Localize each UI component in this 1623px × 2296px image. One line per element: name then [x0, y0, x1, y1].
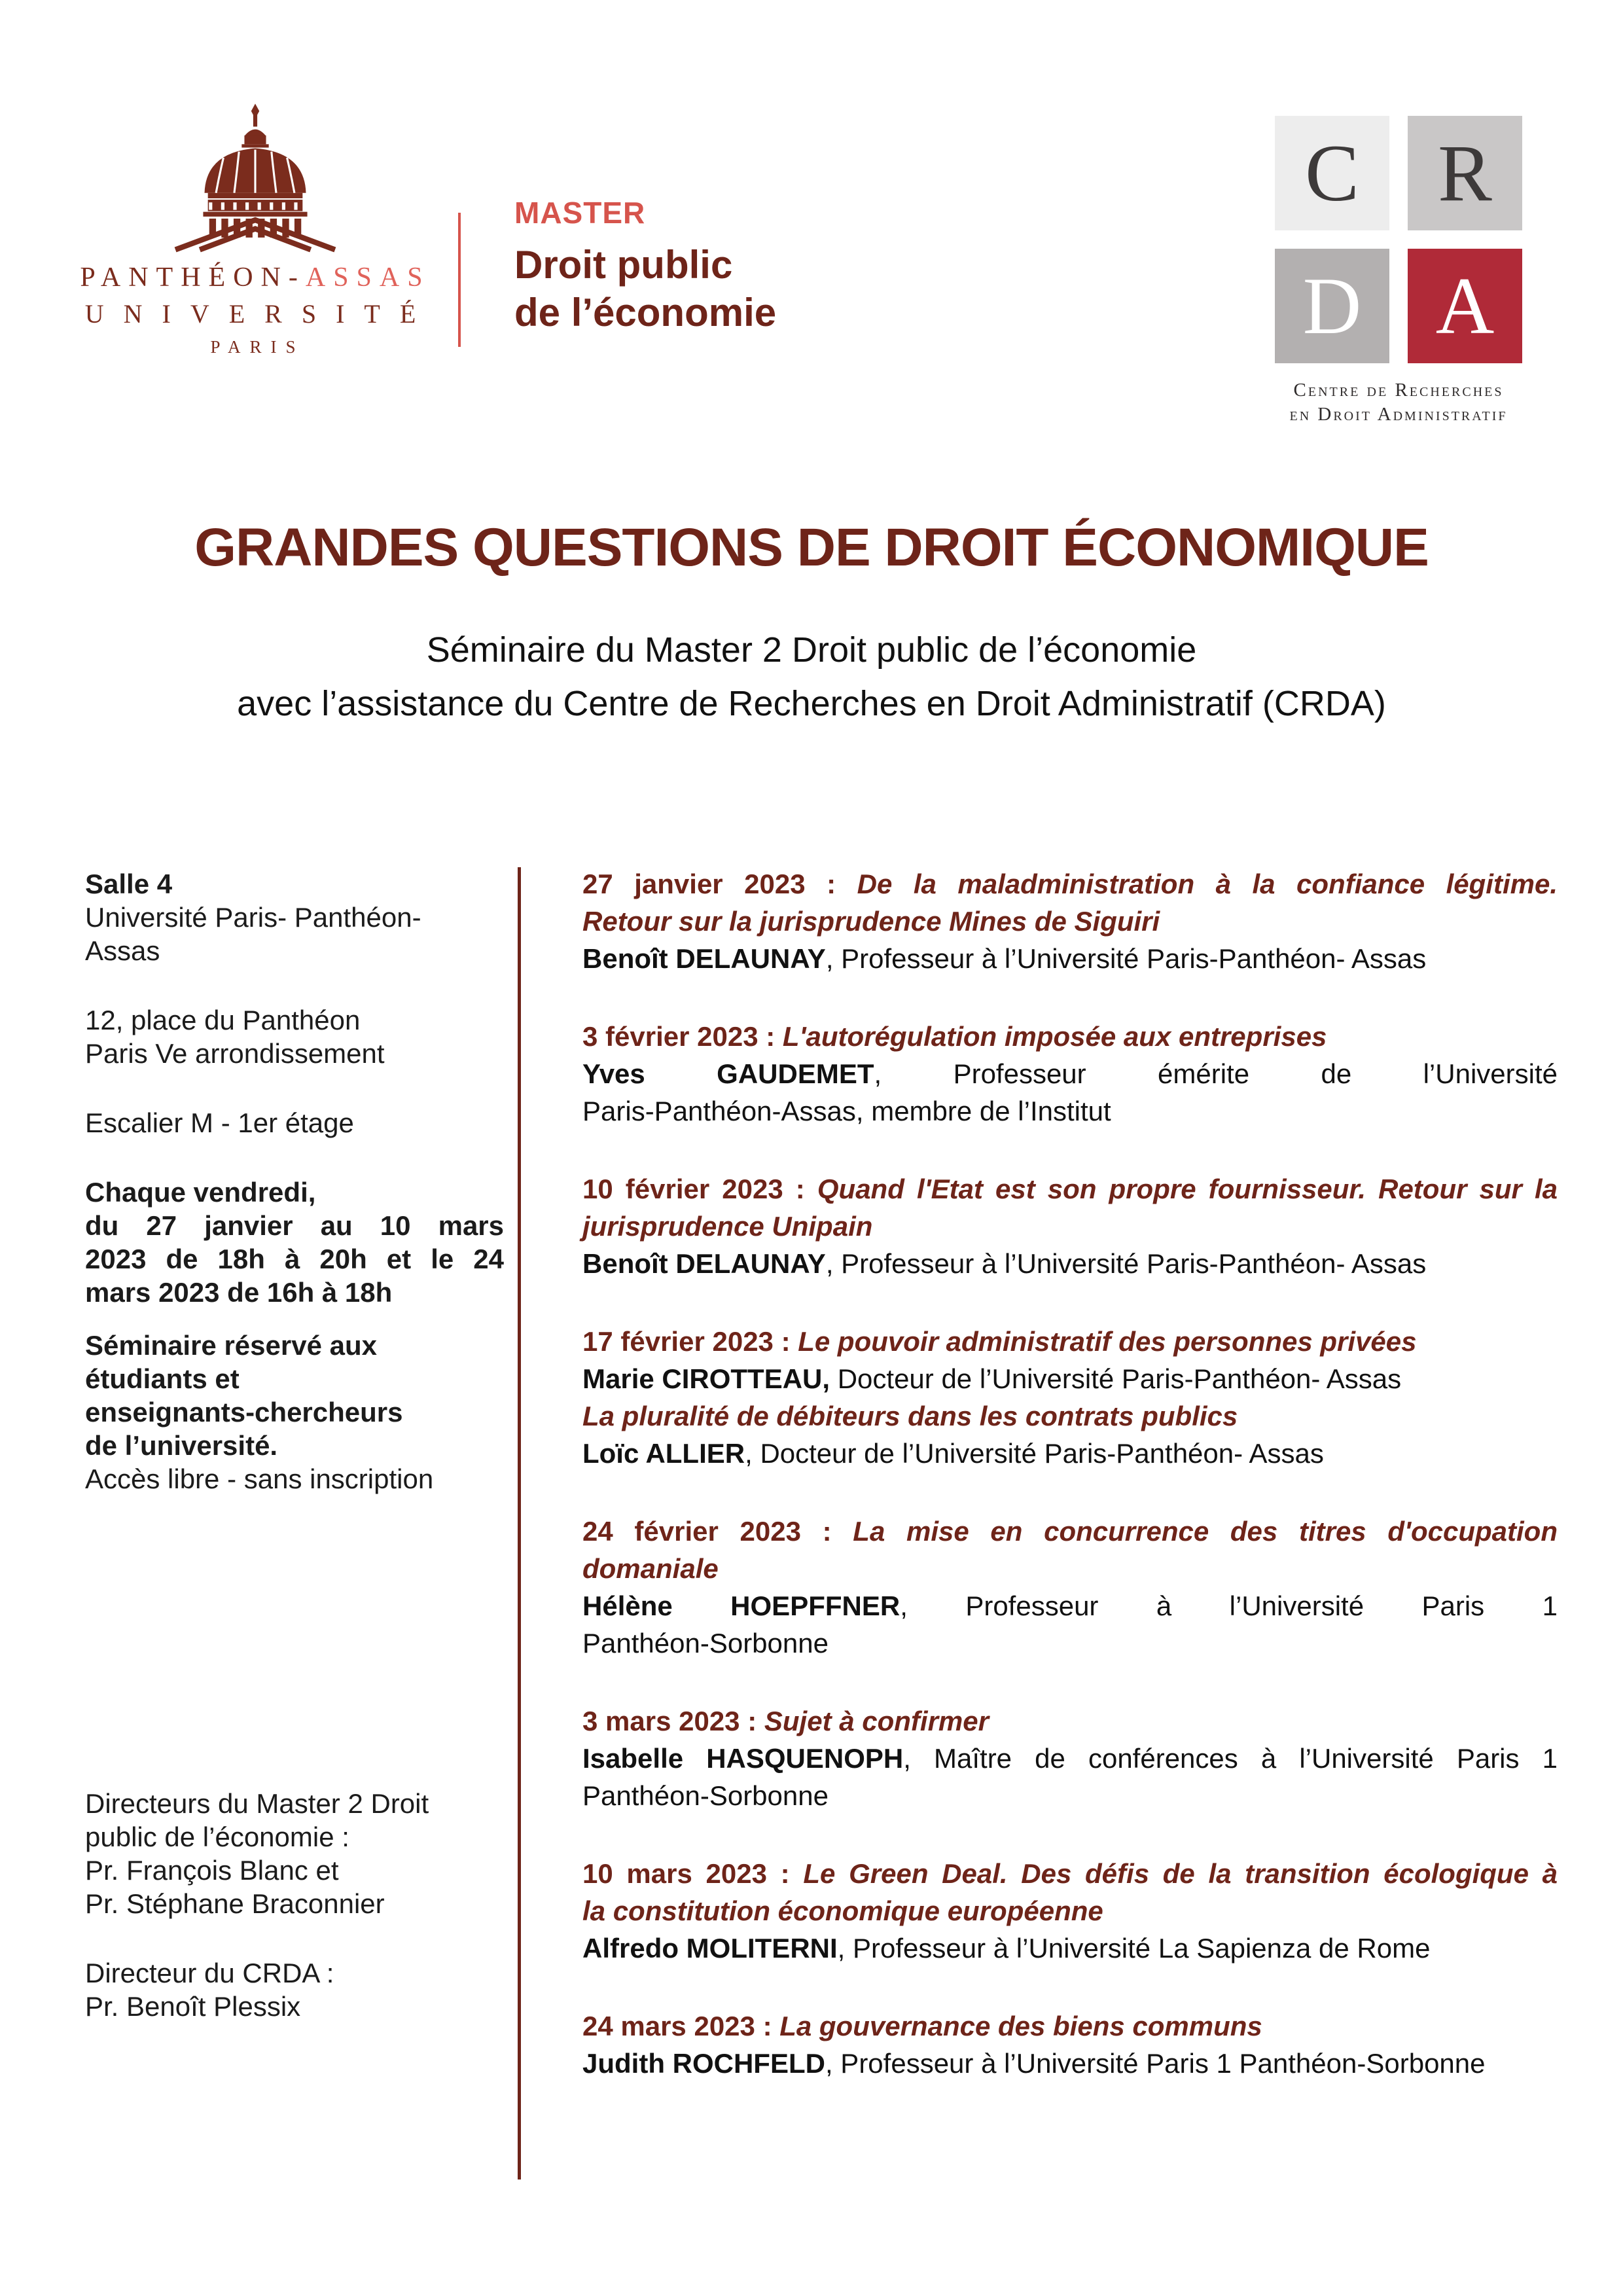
session-speaker-line: [582, 1360, 1558, 1397]
info-line: 2023 de 18h à 20h et le 24: [85, 1244, 504, 1274]
session-heading-line: [582, 1702, 1558, 1740]
page-subtitle: [0, 623, 1623, 730]
speaker-name: Loïc ALLIER: [582, 1438, 745, 1469]
info-line: enseignants-chercheurs: [85, 1397, 403, 1427]
session-title-text: Le pouvoir administratif des personnes privées: [798, 1326, 1417, 1357]
session-title-text: La gouvernance des biens communs: [779, 2011, 1262, 2041]
info-line: Pr. Benoît Plessix: [85, 1991, 301, 2022]
session-item: [582, 865, 1558, 977]
session-heading-line: [582, 1323, 1558, 1360]
session-item: [582, 1855, 1558, 1967]
session-title-text: domaniale: [582, 1553, 719, 1584]
session-speaker-line: [582, 1245, 1558, 1282]
crda-square-d: [1275, 249, 1389, 363]
session-date: 3 mars 2023 :: [582, 1706, 764, 1736]
session-heading-line: [582, 2007, 1558, 2045]
info-block-schedule: [85, 1175, 504, 1309]
speaker-name: Benoît DELAUNAY: [582, 1248, 826, 1279]
info-line: Pr. François Blanc et: [85, 1855, 339, 1886]
speaker-name: Isabelle HASQUENOPH: [582, 1743, 904, 1774]
info-block-audience: [85, 1329, 504, 1496]
info-line: Assas: [85, 935, 160, 966]
session-title-text: Sujet à confirmer: [764, 1706, 989, 1736]
info-line: Salle 4: [85, 869, 173, 899]
wordmark-pantheon: PANTHÉON-: [80, 262, 306, 293]
session-heading-line: [582, 1018, 1558, 1055]
session-heading-line: [582, 1513, 1558, 1550]
session-date: 10 février 2023 :: [582, 1174, 817, 1204]
pantheon-dome-icon: [174, 103, 336, 253]
session-heading-line: [582, 1397, 1558, 1435]
info-line: de l’université.: [85, 1430, 278, 1461]
crda-grid: [1275, 116, 1522, 363]
info-line: public de l’économie :: [85, 1821, 349, 1852]
info-block-room: [85, 867, 504, 967]
column-divider-rule: [518, 867, 521, 2179]
info-column: [85, 867, 504, 2059]
master-title-line1: Droit public: [514, 243, 733, 287]
session-speaker-line: [582, 1624, 1558, 1662]
session-title-text: Quand l'Etat est son propre fournisseur. Retour sur la: [817, 1174, 1558, 1204]
session-speaker-line: [582, 1740, 1558, 1777]
session-title-text: La pluralité de débiteurs dans les contrats publics: [582, 1401, 1238, 1431]
speaker-affiliation: , Maître de conférences à l’Université Paris 1: [903, 1743, 1558, 1774]
info-block-address: [85, 1003, 504, 1070]
speaker-affiliation: Paris-Panthéon-Assas, membre de l’Institut: [582, 1096, 1111, 1126]
crda-caption: [1235, 378, 1562, 427]
master-kicker: MASTER: [514, 196, 646, 230]
speaker-affiliation: , Professeur émérite de l’Université: [874, 1058, 1558, 1089]
speaker-affiliation: Docteur de l’Université Paris-Panthéon- Assas: [830, 1363, 1402, 1394]
crda-letter-r: R: [1438, 128, 1492, 218]
crda-square-a: [1408, 249, 1522, 363]
session-speaker-line: [582, 1587, 1558, 1624]
crda-letter-a: A: [1435, 260, 1495, 351]
speaker-name: Hélène HOEPFFNER: [582, 1590, 901, 1621]
info-line: Séminaire réservé aux: [85, 1330, 377, 1361]
session-item: [582, 1513, 1558, 1662]
info-line: Escalier M - 1er étage: [85, 1107, 354, 1138]
session-item: [582, 1323, 1558, 1472]
crda-caption-line1: Centre de Recherches: [1293, 380, 1504, 401]
session-heading-line: [582, 903, 1558, 940]
info-line: étudiants et: [85, 1363, 240, 1394]
master-title-line2: de l’économie: [514, 291, 777, 334]
session-heading-line: [582, 1170, 1558, 1208]
speaker-affiliation: , Professeur à l’Université Paris 1: [900, 1590, 1558, 1621]
speaker-affiliation: , Professeur à l’Université La Sapienza de Rome: [837, 1933, 1431, 1964]
session-item: [582, 1170, 1558, 1282]
session-title-text: Retour sur la jurisprudence Mines de Siguiri: [582, 906, 1160, 937]
info-block-stairs: [85, 1106, 504, 1139]
page-title: GRANDES QUESTIONS DE DROIT ÉCONOMIQUE: [194, 518, 1429, 577]
speaker-name: Benoît DELAUNAY: [582, 943, 826, 974]
speaker-name: Judith ROCHFELD: [582, 2048, 825, 2079]
info-line: Accès libre - sans inscription: [85, 1463, 434, 1494]
session-heading-line: [582, 865, 1558, 903]
info-line: Chaque vendredi,: [85, 1177, 316, 1208]
speaker-affiliation: , Docteur de l’Université Paris-Panthéon- Assas: [745, 1438, 1324, 1469]
speaker-affiliation: , Professeur à l’Université Paris-Panthéon- Assas: [825, 943, 1427, 974]
university-wordmark-line3: PARIS: [210, 337, 305, 357]
master-divider-rule: [458, 213, 461, 347]
speaker-affiliation: Panthéon-Sorbonne: [582, 1780, 829, 1811]
session-date: 24 février 2023 :: [582, 1516, 853, 1547]
info-line: Directeur du CRDA :: [85, 1958, 334, 1988]
session-date: 17 février 2023 :: [582, 1326, 798, 1357]
session-speaker-line: [582, 940, 1558, 977]
crda-square-c: [1275, 116, 1389, 230]
wordmark-assas: ASSAS: [305, 262, 431, 293]
session-date: 3 février 2023 :: [582, 1021, 783, 1052]
session-item: [582, 1702, 1558, 1814]
subtitle-line2: avec l’assistance du Centre de Recherches en Droit Administratif (CRDA): [237, 684, 1386, 723]
session-date: 10 mars 2023 :: [582, 1858, 804, 1889]
crda-square-r: [1408, 116, 1522, 230]
session-title-text: De la maladministration à la confiance légitime.: [857, 869, 1558, 899]
session-speaker-line: [582, 2045, 1558, 2082]
subtitle-line1: Séminaire du Master 2 Droit public de l’économie: [426, 630, 1197, 670]
session-date: 27 janvier 2023 :: [582, 869, 857, 899]
info-line: mars 2023 de 16h à 18h: [85, 1277, 393, 1308]
session-title-text: La mise en concurrence des titres d'occupation: [853, 1516, 1558, 1547]
speaker-affiliation: Panthéon-Sorbonne: [582, 1628, 829, 1659]
session-date: 24 mars 2023 :: [582, 2011, 780, 2041]
session-speaker-line: [582, 1055, 1558, 1092]
session-heading-line: [582, 1855, 1558, 1892]
master-block: [514, 195, 776, 336]
session-speaker-line: [582, 1435, 1558, 1472]
speaker-affiliation: , Professeur à l’Université Paris 1 Panthéon-Sorbonne: [825, 2048, 1486, 2079]
session-item: [582, 2007, 1558, 2082]
crda-letter-c: C: [1305, 128, 1359, 218]
session-speaker-line: [582, 1929, 1558, 1967]
session-title-text: L'autorégulation imposée aux entreprises: [782, 1021, 1327, 1052]
info-block-directors-master: [85, 1787, 504, 1920]
info-line: Paris Ve arrondissement: [85, 1038, 385, 1069]
session-heading-line: [582, 1892, 1558, 1929]
session-title-text: la constitution économique européenne: [582, 1895, 1103, 1926]
info-line: Pr. Stéphane Braconnier: [85, 1888, 385, 1919]
crda-logo: [1275, 116, 1522, 363]
info-line: Directeurs du Master 2 Droit: [85, 1788, 429, 1819]
session-item: [582, 1018, 1558, 1130]
speaker-name: Yves GAUDEMET: [582, 1058, 874, 1089]
crda-letter-d: D: [1302, 260, 1362, 351]
session-speaker-line: [582, 1777, 1558, 1814]
session-title-text: Le Green Deal. Des défis de la transition écologique à: [803, 1858, 1558, 1889]
speaker-name: Marie CIROTTEAU,: [582, 1363, 830, 1394]
session-speaker-line: [582, 1092, 1558, 1130]
session-title-text: jurisprudence Unipain: [582, 1211, 873, 1242]
university-wordmark-line2: UNIVERSITÉ: [84, 299, 436, 329]
session-heading-line: [582, 1208, 1558, 1245]
info-line: du 27 janvier au 10 mars: [85, 1210, 504, 1241]
session-heading-line: [582, 1550, 1558, 1587]
sessions-column: [582, 865, 1558, 2123]
info-block-director-crda: [85, 1956, 504, 2023]
speaker-name: Alfredo MOLITERNI: [582, 1933, 838, 1964]
info-line: Université Paris- Panthéon-: [85, 902, 421, 933]
crda-caption-line2: en Droit Administratif: [1289, 404, 1508, 425]
master-title: [514, 241, 776, 336]
pantheon-assas-logo: [69, 103, 442, 357]
university-wordmark-line1: [69, 262, 442, 293]
info-line: 12, place du Panthéon: [85, 1005, 361, 1035]
speaker-affiliation: , Professeur à l’Université Paris-Panthéon- Assas: [825, 1248, 1427, 1279]
